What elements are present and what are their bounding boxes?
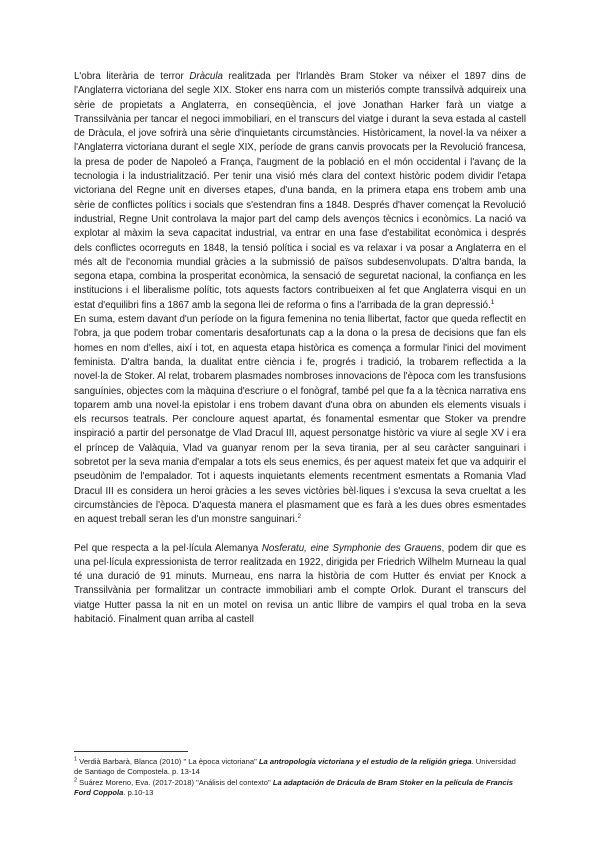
text-run: Suárez Moreno, Eva. (2017-2018) "Análisis del contexto"	[77, 777, 273, 787]
footnote	[74, 778, 526, 799]
footnote-reference: 2	[74, 777, 78, 784]
body-text	[74, 70, 526, 627]
footnote	[74, 757, 526, 778]
text-run: realitzada per l'Irlandès Bram Stoker va néixer el 1897 dins de l'Anglaterra victoriana del segle XIX. Stoker ens narra com un misteriós compte transsilvà adquireix una sèrie de propietats a Anglaterra, en conseqüència, el jove Jonathan Harker farà un viatge a Transsilvània per tancar el negoci immobiliari, en el transcurs del viatge i durant la seva estada al castell de Dràcula, el jove sofrirà una sèrie d'inquietants circumstàncies. Històricament, la novel·la va néixer a l'Anglaterra victoriana durant el segle XIX, període de grans canvis provocats per la Revolució francesa, la presa de poder de Napoleó a França, l'augment de la població en el món occidental i l'avanç de la tecnologia i la industrialització. Per tenir una visió més clara del context històric podem dividir l'etapa victoriana del Regne unit en diverses etapes, d'una banda, en la primera etapa ens trobem amb una sèrie de conflictes polítics i socials que s'estendran fins a 1848. Després d'haver començat la Revolució industrial, Regne Unit controlava la major part del camp dels avenços tècnics i econòmics. La nació va explotar al màxim la seva capacitat industrial, va entrar en una fase d'estabilitat econòmica i després dels conflictes ocorreguts en 1848, la tensió política i social es va relaxar i va posar a Anglaterra en el més alt de l'economia mundial gràcies a la submissió de països subdesenvolupats. D'altra banda, la segona etapa, combina la prosperitat econòmica, la sensació de seguretat nacional, la confiança en les institucions i el liberalisme polític, tots aquests factors contribueixen al fet que Anglaterra visqui en un estat d'equilibri fins a 1867 amb la segona llei de reforma o fins a l'arribada de la gran depressió.	[74, 71, 526, 311]
footnote-reference: 1	[490, 298, 495, 306]
paragraph	[74, 542, 526, 628]
text-run: Verdià Barbarà, Blanca (2010) " La època victoriana"	[77, 757, 259, 766]
italic-title: La antropología victoriana y el estudio de la religión griega	[258, 757, 472, 766]
footnote-separator	[74, 751, 188, 752]
text-run: L'obra literària de terror	[74, 71, 190, 82]
text-run: Pel que respecta a la pel·lícula Alemanya	[74, 542, 262, 554]
footnotes	[74, 757, 526, 798]
italic-title: Nosferatu, eine Symphonie des Grauens	[261, 542, 442, 554]
footnote-reference: 2	[297, 512, 302, 520]
paragraph	[74, 313, 526, 527]
text-run: En suma, estem davant d'un període on la figura femenina no tenia llibertat, factor que queda reflectit en l'obra, ja que podem trobar comentaris desafortunats cap a la dona o la presa de decisions que fan els homes en nom d'elles, així i tot, en aquesta etapa històrica es comença a formular l'inici del moviment feminista. D'altra banda, la dualitat entre ciència i fe, progrés i tradició, la trobarem reflectida a la novel·la de Stoker. Al relat, trobarem plasmades nombroses innovacions de l'època com les transfusions sanguínies, objectes com la màquina d'escriure o el fonògraf, també pel que fa a la tècnica narrativa ens toparem amb una novel·la epistolar i ens trobem davant d'una obra on abunden els elements visuals i els recursos teatrals. Per concloure aquest apartat, és fonamental esmentar que Stoker va prendre inspiració a partir del personatge de Vlad Dracul III, aquest personatge històric va viure al segle XV i era el príncep de Valàquia, Vlad va guanyar renom per la seva tirania, per al seu caràcter sanguinari i sobretot per la seva mania d'empalar a tots els seus enemics, és per aquest mateix fet que va adquirir el pseudònim de l'empalador. Tot i aquests inquietants elements recentment esmentats a Romania Vlad Dracul III es considera un heroi gràcies a les seves victòries bèl·liques i s'excusa la seva crueltat a les circumstàncies de l'època. D'aquesta manera el plasmament que es farà a les dues obres esmentades en aquest treball seran les d'un monstre sanguinari.	[74, 314, 526, 526]
text-run: . Universidad de Santiago de Compostela. p. 13-14	[74, 757, 516, 777]
italic-title: Dràcula	[189, 71, 223, 82]
italic-title: La adaptación de Drácula de Bram Stoker en la película de Francis Ford Coppola	[74, 777, 513, 797]
paragraph	[74, 70, 526, 313]
footnote-reference: 1	[74, 756, 78, 763]
text-run: . p.10-13	[123, 787, 154, 797]
text-run: , podem dir que es una pel·lícula expressionista de terror realitzada en 1922, dirigida per Friedrich Wilhelm Murneau la qual té una duració de 91 minuts. Murneau, ens narra la història de com Hutter és enviat per Knock a Transsilvània per formalitzar un contracte immobiliari amb el compte Orlok. Durant el transcurs del viatge Hutter passa la nit en un motel on revisa un antic llibre de vampirs el qual troba en la seva habitació. Finalment quan arriba al castell	[74, 542, 526, 625]
